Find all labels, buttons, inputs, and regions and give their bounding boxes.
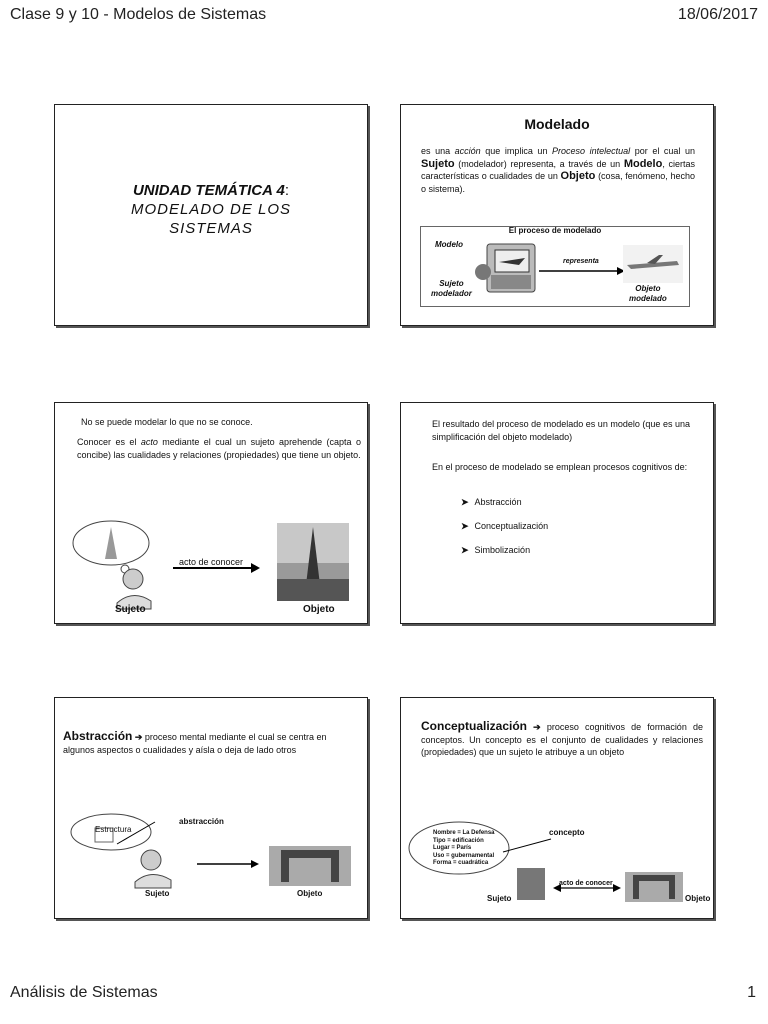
person-head-icon <box>475 264 491 280</box>
person-body-icon <box>135 874 171 888</box>
text-span: proceso mental mediante el cual se centra en algunos aspectos o cualidades y aísla o deja de lado otros <box>63 732 327 755</box>
list-item-simbolizacion <box>461 545 530 556</box>
list-item-label: Abstracción <box>474 497 522 507</box>
text-modelo: Modelo <box>623 157 663 170</box>
bubble-line: Forma = cuadrática <box>433 860 489 866</box>
label-modelo: Modelo <box>435 240 463 249</box>
label-sujeto-modelador: Sujeto modelador <box>431 279 472 298</box>
objeto-label: Objeto <box>685 894 711 903</box>
text-span: Conocer es el <box>77 437 141 447</box>
conceptualizacion-diagram <box>401 698 713 918</box>
unit-title-colon: : <box>284 182 290 199</box>
list-item-label: Conceptualización <box>474 521 549 531</box>
bullet-arrow-icon: ➤ <box>461 521 469 531</box>
label-objeto-modelado: Objeto modelado <box>629 284 667 303</box>
unit-subtitle-line2: SISTEMAS <box>169 220 253 237</box>
bubble-line: Nombre = La Defensa <box>433 830 495 836</box>
person-photo <box>517 868 545 900</box>
sujeto-label: Sujeto <box>145 889 170 898</box>
text-span: por el cual un <box>630 146 695 156</box>
sujeto-label: Sujeto <box>487 894 512 903</box>
slide-5 <box>54 697 368 919</box>
page-number: 1 <box>747 984 756 1001</box>
bubble-line: Lugar = París <box>433 845 472 851</box>
list-item-abstraccion <box>461 497 522 508</box>
slide-3 <box>54 402 368 624</box>
label-concepto: concepto <box>549 828 585 837</box>
acto-de-conocer-label: acto de conocer <box>179 557 244 567</box>
list-item-label: Simbolización <box>474 545 531 555</box>
person-head-icon <box>141 850 161 870</box>
term-abstraccion: Abstracción <box>63 729 133 743</box>
label-representa: representa <box>563 258 599 265</box>
unit-title: UNIDAD TEMÁTICA 4 <box>132 182 285 199</box>
text-span: que implica un <box>480 146 553 156</box>
bubble-concept-list <box>433 830 495 868</box>
arrow-head-right-icon <box>613 884 621 892</box>
cannot-model-text: No se puede modelar lo que no se conoce. <box>81 417 253 427</box>
page-footer-course: Análisis de Sistemas <box>10 984 158 1001</box>
page-header-title: Clase 9 y 10 - Modelos de Sistemas <box>10 6 267 23</box>
page-header-date: 18/06/2017 <box>677 6 758 23</box>
diagram-title: El proceso de modelado <box>508 226 602 235</box>
arrow-head-icon <box>251 860 259 868</box>
text-objeto: Objeto <box>560 170 596 182</box>
objeto-label: Objeto <box>297 889 323 898</box>
slide-4 <box>400 402 714 624</box>
text-accion: acción <box>454 146 481 156</box>
conocer-diagram <box>55 403 367 623</box>
text-sujeto: Sujeto <box>421 157 455 170</box>
label-acto-de-conocer: acto de conocer <box>559 880 613 887</box>
list-item-conceptualizacion <box>461 521 548 532</box>
modelado-diagram <box>420 226 690 307</box>
bullet-arrow-icon: ➤ <box>461 545 469 555</box>
text-span: (cosa, fenómeno, hecho o sistema). <box>421 171 696 194</box>
text-span: (modelador) representa, a través de un <box>454 158 624 169</box>
slide-6 <box>400 697 714 919</box>
person-head-icon <box>123 569 143 589</box>
unit-subtitle-line1: MODELADO DE LOS <box>130 201 292 218</box>
bubble-line: Tipo = edificación <box>433 837 484 844</box>
keyboard-icon <box>491 275 531 289</box>
text-span: es una <box>421 146 455 156</box>
text-span: mediante el cual un sujeto aprehende (capta o concibe) las cualidades y relaciones (propiedades) que tiene un objeto. <box>77 437 361 460</box>
bubble-line: Uso = gubernamental <box>433 852 495 859</box>
slide-2 <box>400 104 714 326</box>
slide-1-heading <box>55 181 367 238</box>
term-conceptualizacion: Conceptualización <box>421 719 528 733</box>
arrow-icon: ➔ <box>533 722 541 732</box>
text-span: , ciertas características o cualidades de un <box>421 158 695 181</box>
label-abstraccion: abstracción <box>179 817 224 826</box>
abstraccion-diagram <box>55 698 367 918</box>
sujeto-label: Sujeto <box>115 604 146 615</box>
bubble-estructura: Estructura <box>95 825 132 834</box>
arrow-icon: ➔ <box>134 732 143 742</box>
concepto-pointer <box>503 839 551 852</box>
text-acto: acto <box>140 437 158 447</box>
arrow-head-icon <box>251 563 260 573</box>
modelado-definition <box>421 145 695 195</box>
text-proceso: Proceso intelectual <box>552 146 631 156</box>
text-span: proceso cognitivos de formación de conceptos. Un concepto es el conjunto de cualidades y relaciones (propiedades) que un sujeto le atribuye a un objeto <box>421 722 703 757</box>
slide-2-title: Modelado <box>524 116 590 132</box>
resultado-text: El resultado del proceso de modelado es un modelo (que es una simplificación del objeto modelado) <box>432 419 690 442</box>
slide-1 <box>54 104 368 326</box>
procesos-text: En el proceso de modelado se emplean procesos cognitivos de: <box>432 462 688 472</box>
bullet-arrow-icon: ➤ <box>461 497 469 507</box>
ground-area <box>277 579 349 601</box>
objeto-label: Objeto <box>303 604 335 615</box>
